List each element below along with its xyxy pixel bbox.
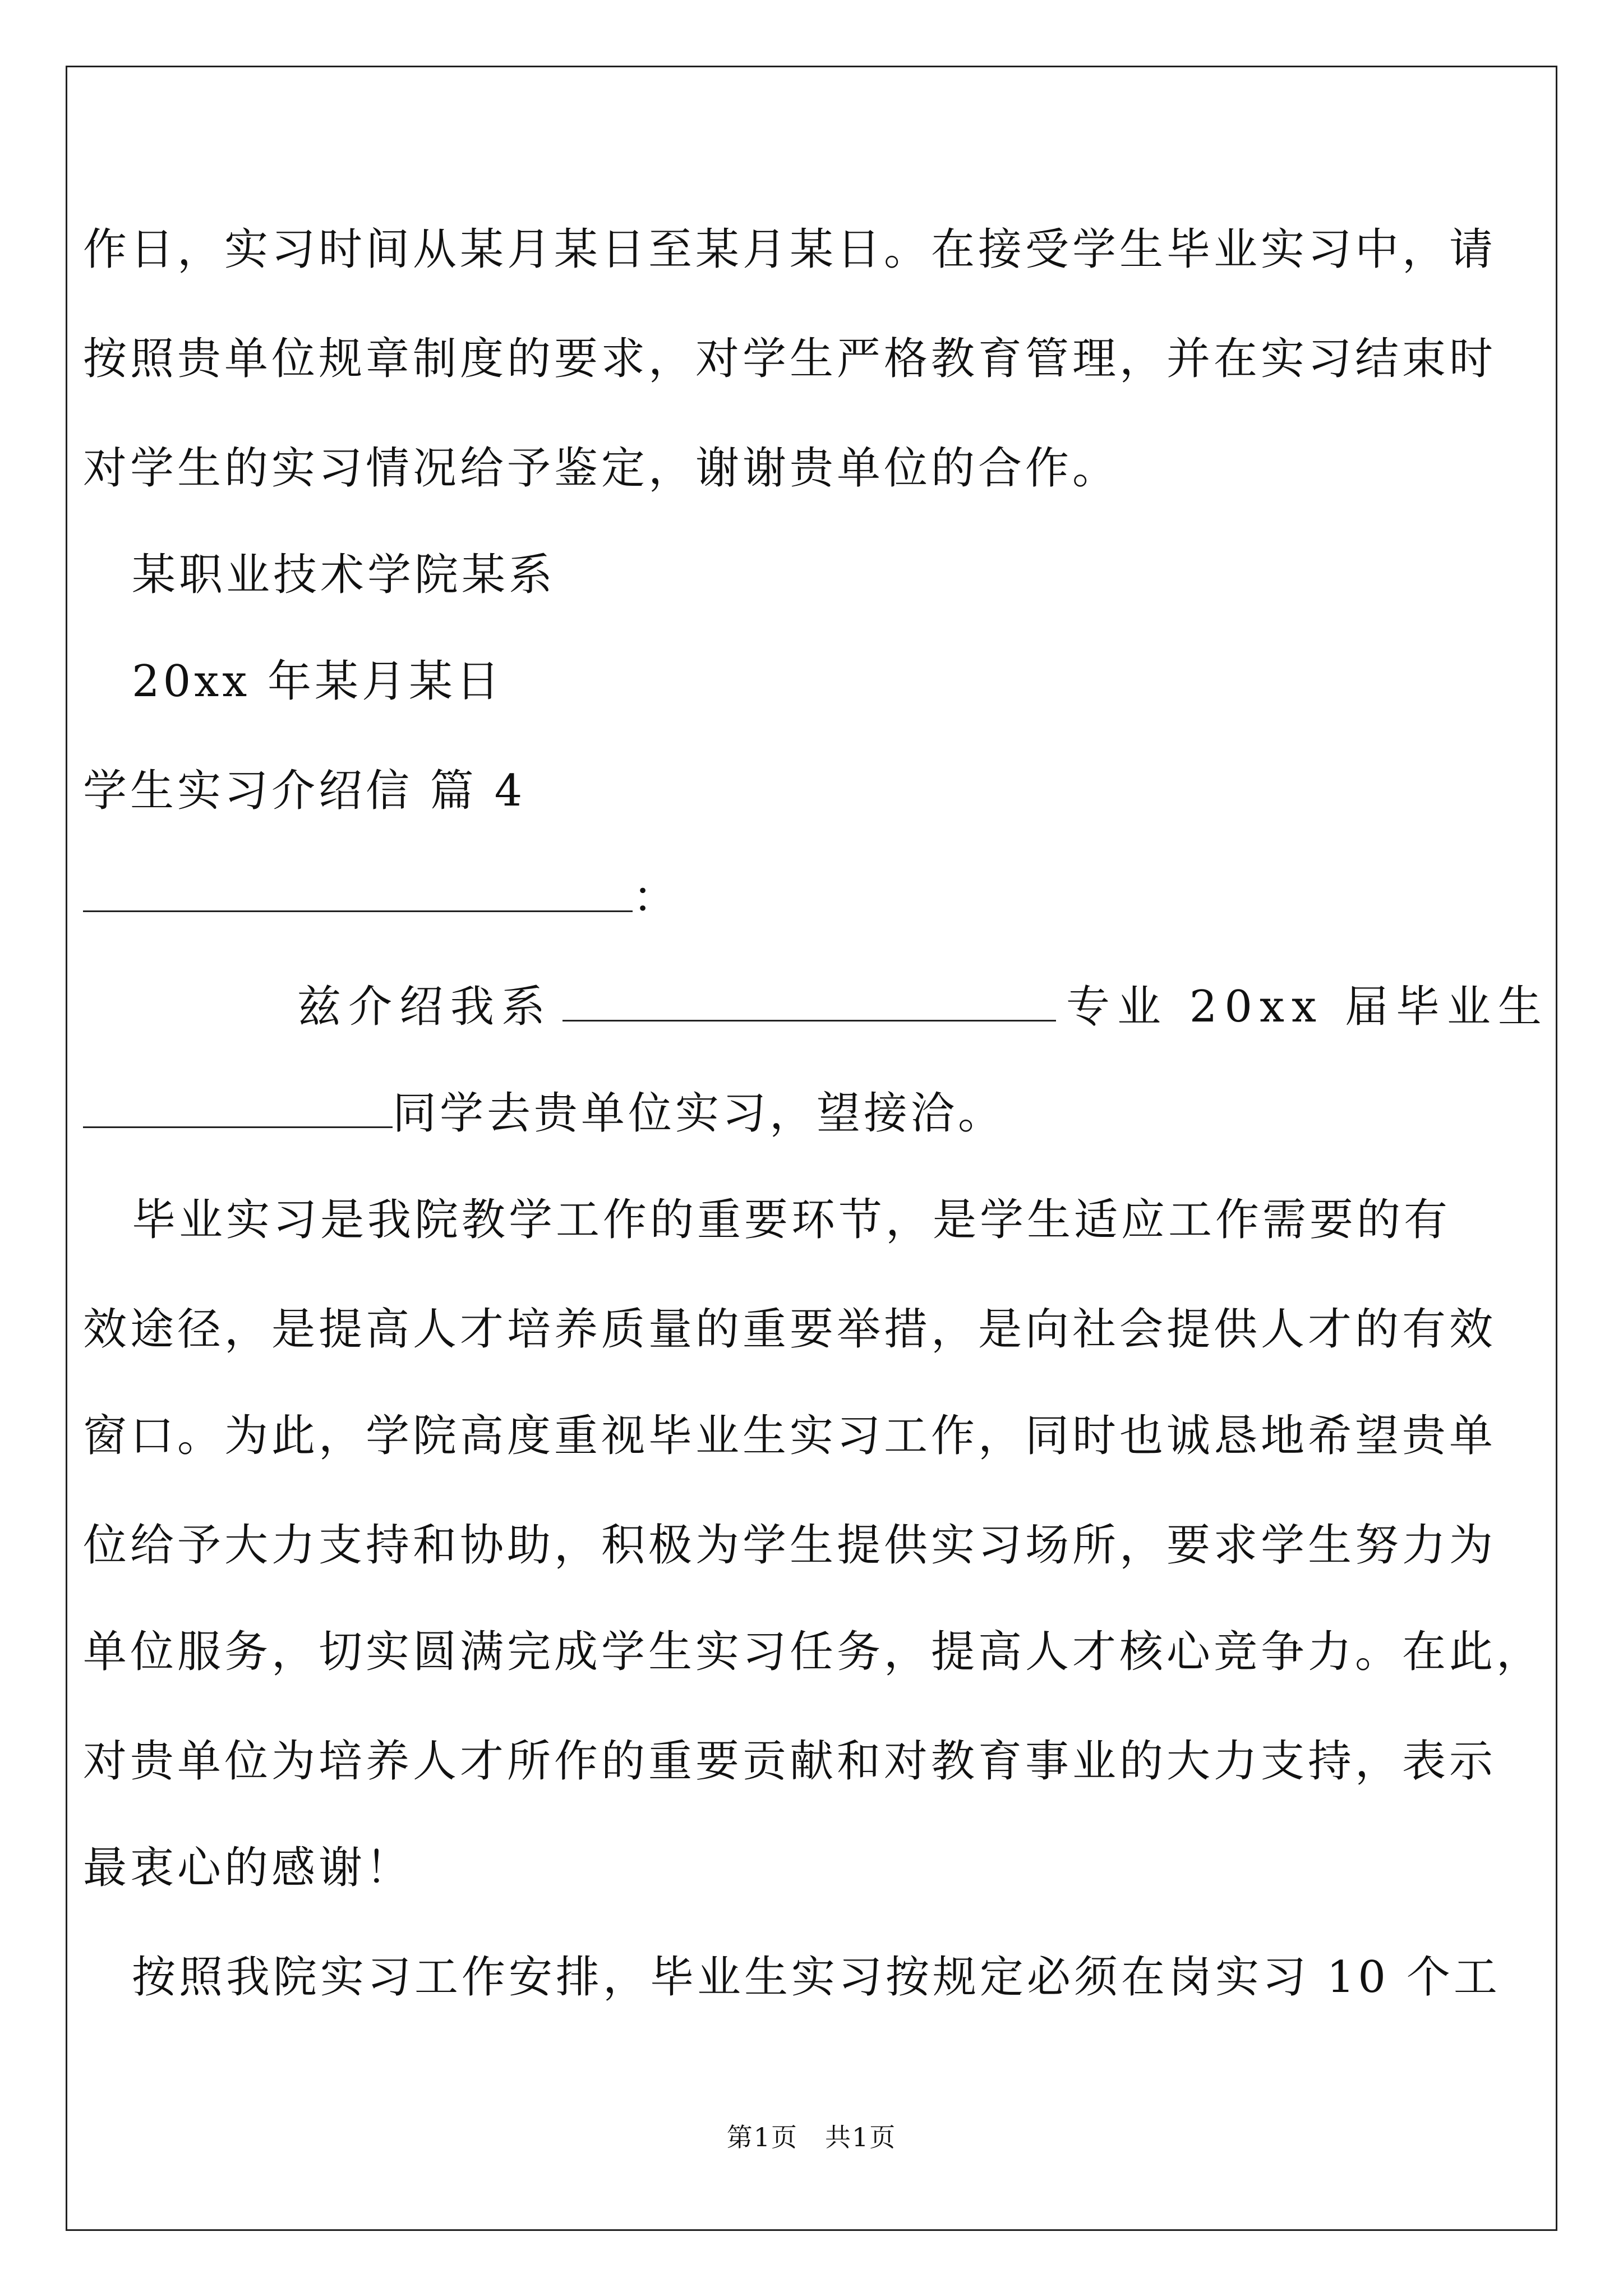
student-line [83,1085,1005,1142]
text-line: 按照贵单位规章制度的要求，对学生严格教育管理，并在实习结束时 [83,334,1497,384]
text-line: 对贵单位为培养人才所作的重要贡献和对教育事业的大力支持，表示 [83,1736,1497,1787]
student-line-text: 同学去贵单位实习，望接洽。 [393,1088,1006,1139]
text-line: 效途径，是提高人才培养质量的重要举措，是向社会提供人才的有效 [83,1304,1497,1355]
recipient-line [83,869,680,926]
intro-prefix: 兹介绍我系 [297,982,553,1032]
major-blank[interactable] [562,981,1056,1022]
text-line: 毕业实习是我院教学工作的重要环节，是学生适应工作需要的有 [132,1195,1451,1245]
page-border [66,66,1557,2231]
text-line: 最衷心的感谢！ [83,1843,413,1893]
signature-department: 某职业技术学院某系 [132,550,556,600]
text-line: 对学生的实习情况给予鉴定，谢谢贵单位的合作。 [83,443,1120,494]
signature-date: 20xx 年某月某日 [132,656,504,707]
recipient-blank[interactable] [83,871,633,912]
recipient-colon: ： [633,872,680,923]
page-footer: 第1页 共1页 [726,2122,897,2152]
student-name-blank[interactable] [83,1087,393,1128]
section-heading: 学生实习介绍信 篇 4 [83,766,526,816]
intro-line [297,979,1549,1035]
text-line: 窗口。为此，学院高度重视毕业生实习工作，同时也诚恳地希望贵单 [83,1411,1497,1461]
text-line: 按照我院实习工作安排，毕业生实习按规定必须在岗实习 10 个工 [132,1952,1501,2003]
text-line: 单位服务，切实圆满完成学生实习任务，提高人才核心竞争力。在此， [83,1627,1544,1677]
text-line: 位给予大力支持和协助，积极为学生提供实习场所，要求学生努力为 [83,1520,1497,1571]
text-line: 作日，实习时间从某月某日至某月某日。在接受学生毕业实习中，请 [83,224,1497,275]
intro-suffix: 专业 20xx 届毕业生 [1066,982,1549,1032]
